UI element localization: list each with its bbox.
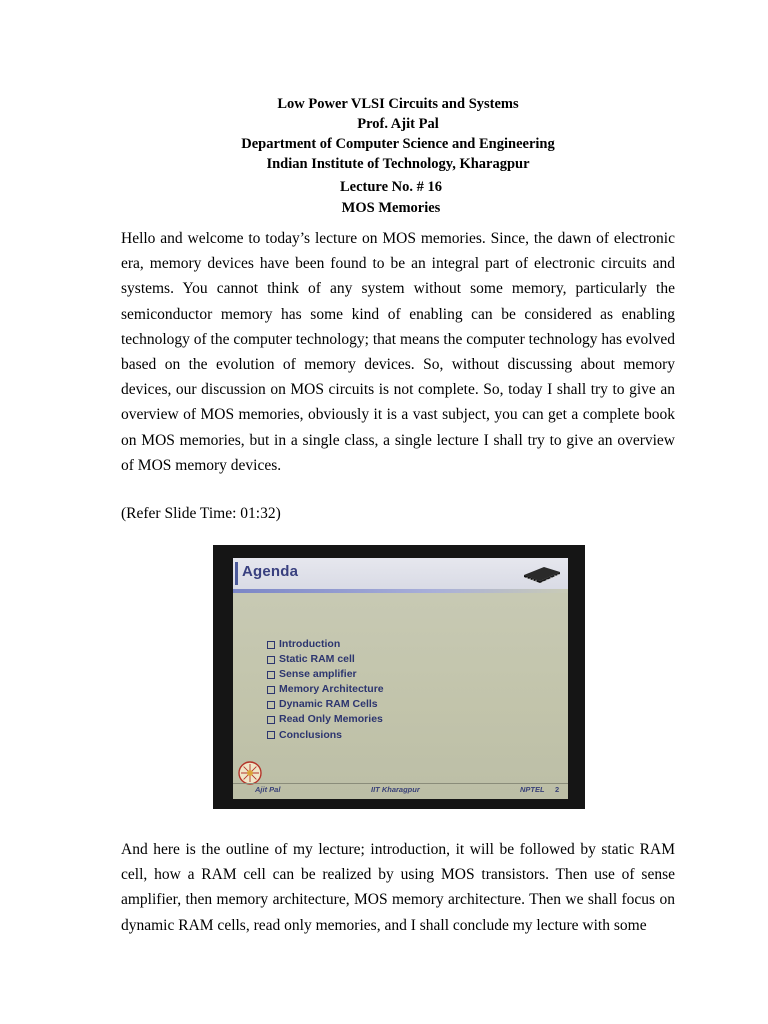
footer-author: Ajit Pal [255, 785, 281, 794]
lecture-title: MOS Memories [341, 200, 441, 216]
footer-institute: IIT Kharagpur [371, 785, 420, 794]
checkbox-bullet-icon [267, 686, 275, 694]
footer-program: NPTEL [520, 785, 545, 794]
department-name: Department of Computer Science and Engineering [241, 136, 555, 152]
course-title: Low Power VLSI Circuits and Systems [277, 96, 519, 112]
agenda-item: Sense amplifier [267, 667, 384, 682]
intro-paragraph: Hello and welcome to today’s lecture on MOS memories. Since, the dawn of electronic era, memory devices have been found to be an integral part of electronic circuits and systems. You cannot think of any system without some memory, particularly the semiconductor memory has some kind of enabling can be considered as enabling technology of the computer technology; that means the computer technology has evolved based on the evolution of memory devices. So, without discussing about memory devices, our discussion on MOS circuits is not complete. So, today I shall try to give an overview of MOS memories, obviously it is a vast subject, you can get a complete book on MOS memories, but in a single class, a single lecture I shall try to give an overview of MOS memory devices. [121, 230, 675, 474]
agenda-item: Memory Architecture [267, 682, 384, 697]
slide-title-underline [233, 589, 568, 593]
slide-content [233, 558, 568, 799]
checkbox-bullet-icon [267, 656, 275, 664]
slide-title-accent [235, 562, 238, 585]
checkbox-bullet-icon [267, 701, 275, 709]
agenda-item: Introduction [267, 637, 384, 652]
agenda-list [267, 637, 384, 743]
footer-page-number: 2 [555, 785, 560, 794]
professor-name: Prof. Ajit Pal [357, 116, 439, 132]
agenda-item: Read Only Memories [267, 712, 384, 727]
lecture-number: Lecture No. # 16 [339, 179, 443, 195]
institute-name: Indian Institute of Technology, Kharagpur [266, 156, 530, 172]
checkbox-bullet-icon [267, 731, 275, 739]
memory-chip-icon [520, 563, 562, 585]
lecture-heading [0, 177, 768, 219]
checkbox-bullet-icon [267, 671, 275, 679]
agenda-item: Static RAM cell [267, 652, 384, 667]
slide-image [213, 545, 585, 809]
footer-divider [233, 783, 568, 784]
agenda-item: Conclusions [267, 728, 384, 743]
agenda-item: Dynamic RAM Cells [267, 697, 384, 712]
checkbox-bullet-icon [267, 641, 275, 649]
slide-title-bar [233, 558, 568, 589]
refer-slide-time: (Refer Slide Time: 01:32) [121, 505, 281, 522]
slide-footer [233, 777, 568, 799]
slide-title: Agenda [242, 563, 299, 580]
document-header [0, 94, 768, 174]
outline-paragraph: And here is the outline of my lecture; introduction, it will be followed by static RAM cell, how a RAM cell can be realized by using MOS transistors. Then use of sense amplifier, then memory architecture, MOS memory architecture. Then we shall focus on dynamic RAM cells, read only memories, and I shall conclude my lecture with some [121, 841, 675, 934]
checkbox-bullet-icon [267, 716, 275, 724]
